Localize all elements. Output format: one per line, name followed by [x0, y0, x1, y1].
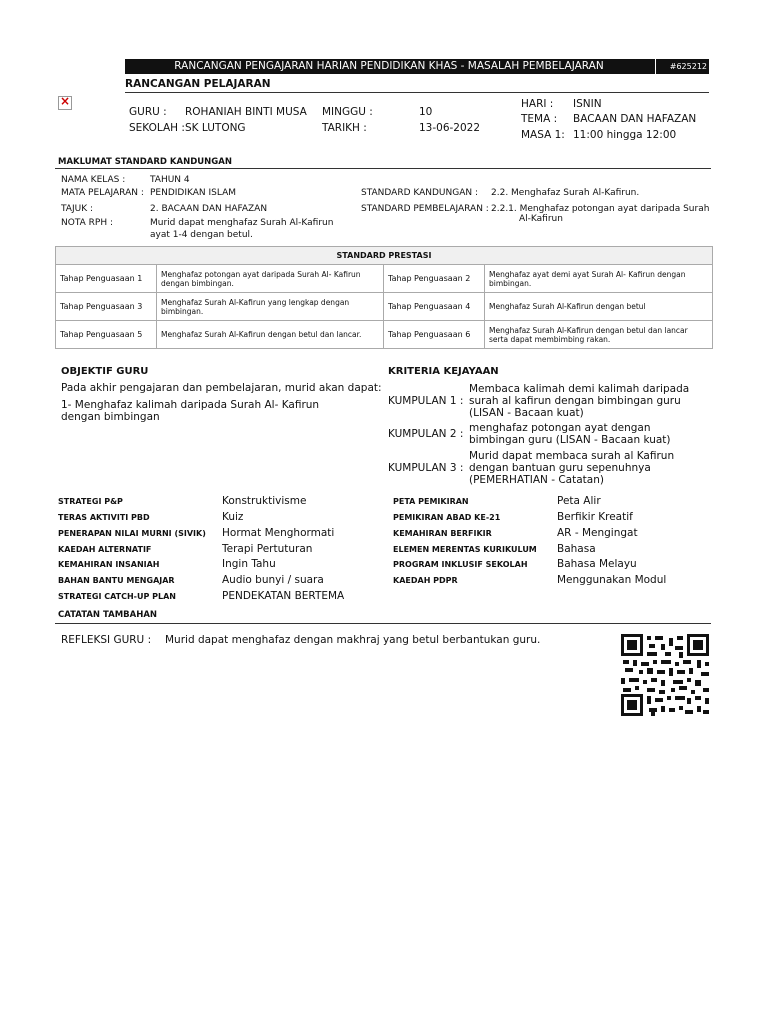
title-separator — [655, 59, 656, 74]
strategi-value: Ingin Tahu — [222, 558, 276, 570]
subtitle-rule — [125, 92, 709, 93]
strategi-label: PETA PEMIKIRAN — [393, 497, 469, 506]
tahap-description: Menghafaz potongan ayat daripada Surah Al- Kafirun dengan bimbingan. — [157, 265, 384, 293]
strategi-value: PENDEKATAN BERTEMA — [222, 590, 345, 602]
tahap-label: Tahap Penguasaan 5 — [56, 321, 157, 349]
qr-code — [621, 634, 709, 716]
masa-value: 11:00 hingga 12:00 — [573, 129, 677, 141]
tahap-description: Menghafaz Surah Al-Kafirun dengan betul dan lancar serta dapat membimbing rakan. — [485, 321, 713, 349]
document-id: #625212 — [669, 62, 707, 71]
strategi-label: BAHAN BANTU MENGAJAR — [58, 576, 175, 585]
tema-value: BACAAN DAN HAFAZAN — [573, 113, 697, 125]
kumpulan-1-value: Membaca kalimah demi kalimah daripada surah al kafirun dengan bimbingan guru (LISAN - Bacaan kuat) — [469, 383, 690, 419]
standard-prestasi-heading: STANDARD PRESTASI — [56, 247, 713, 265]
standard-pembelajaran-value-2: Al-Kafirun — [519, 214, 563, 224]
mata-pelajaran-value: PENDIDIKAN ISLAM — [150, 188, 237, 198]
objektif-heading: OBJEKTIF GURU — [61, 366, 149, 377]
strategi-label: TERAS AKTIVITI PBD — [58, 513, 150, 522]
kumpulan-3-value: Murid dapat membaca surah al Kafirun dengan bantuan guru sepenuhnya (PEMERHATIAN - Catatan) — [469, 450, 675, 486]
tarikh-label: TARIKH : — [322, 122, 367, 134]
table-row — [56, 265, 713, 293]
strategi-value: Terapi Pertuturan — [222, 543, 313, 555]
document-title: RANCANGAN PENGAJARAN HARIAN PENDIDIKAN KHAS - MASALAH PEMBELAJARAN — [174, 60, 604, 72]
section-subtitle: RANCANGAN PELAJARAN — [125, 78, 271, 90]
strategi-label: KAEDAH ALTERNATIF — [58, 545, 152, 554]
kumpulan-2-value: menghafaz potongan ayat dengan bimbingan guru (LISAN - Bacaan kuat) — [469, 422, 671, 446]
tahap-label: Tahap Penguasaan 6 — [384, 321, 485, 349]
nota-rph-value-1: Murid dapat menghafaz Surah Al-Kafirun — [150, 218, 334, 228]
guru-value: ROHANIAH BINTI MUSA — [185, 106, 307, 118]
tarikh-value: 13-06-2022 — [419, 122, 481, 134]
strategi-label: STRATEGI P&P — [58, 497, 123, 506]
broken-image-icon: × — [60, 94, 71, 108]
strategi-value: Audio bunyi / suara — [222, 574, 324, 586]
strategi-label: STRATEGI CATCH-UP PLAN — [58, 592, 176, 601]
table-row — [56, 293, 713, 321]
kriteria-heading: KRITERIA KEJAYAAN — [388, 366, 499, 377]
tahap-description: Menghafaz Surah Al-Kafirun dengan betul — [485, 293, 713, 321]
tema-label: TEMA : — [521, 113, 558, 125]
standard-rule — [55, 168, 711, 169]
mata-pelajaran-label: MATA PELAJARAN : — [61, 188, 144, 198]
tahap-description: Menghafaz ayat demi ayat Surah Al- Kafirun dengan bimbingan. — [485, 265, 713, 293]
tajuk-value: 2. BACAAN DAN HAFAZAN — [150, 204, 268, 214]
strategi-label: PROGRAM INKLUSIF SEKOLAH — [393, 560, 528, 569]
tahap-description: Menghafaz Surah Al-Kafirun dengan betul dan lancar. — [157, 321, 384, 349]
standard-prestasi-table — [55, 246, 713, 349]
strategi-value: Bahasa — [557, 543, 596, 555]
minggu-value: 10 — [419, 106, 433, 118]
tahap-label: Tahap Penguasaan 2 — [384, 265, 485, 293]
tahap-label: Tahap Penguasaan 4 — [384, 293, 485, 321]
table-row — [56, 321, 713, 349]
strategi-label: PEMIKIRAN ABAD KE-21 — [393, 513, 501, 522]
kumpulan-2-label: KUMPULAN 2 : — [388, 428, 464, 440]
hari-value: ISNIN — [573, 98, 602, 110]
strategi-value: AR - Mengingat — [557, 527, 638, 539]
strategi-label: KEMAHIRAN INSANIAH — [58, 560, 160, 569]
sekolah-value: SK LUTONG — [185, 122, 246, 134]
standard-kandungan-label: STANDARD KANDUNGAN : — [361, 188, 479, 198]
strategi-label: PENERAPAN NILAI MURNI (SIVIK) — [58, 529, 206, 538]
tahap-label: Tahap Penguasaan 1 — [56, 265, 157, 293]
strategi-label: KAEDAH PDPR — [393, 576, 458, 585]
strategi-value: Konstruktivisme — [222, 495, 307, 507]
strategi-value: Peta Alir — [557, 495, 601, 507]
catatan-heading: CATATAN TAMBAHAN — [58, 610, 158, 620]
strategi-value: Bahasa Melayu — [557, 558, 637, 570]
kumpulan-3-label: KUMPULAN 3 : — [388, 462, 464, 474]
refleksi-label: REFLEKSI GURU : — [61, 634, 152, 646]
refleksi-value: Murid dapat menghafaz dengan makhraj yang betul berbantukan guru. — [165, 634, 541, 646]
strategi-value: Menggunakan Modul — [557, 574, 667, 586]
tahap-description: Menghafaz Surah Al-Kafirun yang lengkap dengan bimbingan. — [157, 293, 384, 321]
nama-kelas-value: TAHUN 4 — [150, 175, 190, 185]
nama-kelas-label: NAMA KELAS : — [61, 175, 126, 185]
standard-pembelajaran-value-1: 2.2.1. Menghafaz potongan ayat daripada Surah — [491, 204, 710, 214]
kumpulan-1-label: KUMPULAN 1 : — [388, 395, 464, 407]
strategi-value: Hormat Menghormati — [222, 527, 335, 539]
strategi-value: Kuiz — [222, 511, 244, 523]
nota-rph-value-2: ayat 1-4 dengan betul. — [150, 230, 253, 240]
standard-heading: MAKLUMAT STANDARD KANDUNGAN — [58, 157, 232, 167]
strategi-value: Berfikir Kreatif — [557, 511, 633, 523]
minggu-label: MINGGU : — [322, 106, 373, 118]
sekolah-label: SEKOLAH : — [129, 122, 185, 134]
nota-rph-label: NOTA RPH : — [61, 218, 113, 228]
standard-pembelajaran-label: STANDARD PEMBELAJARAN : — [361, 204, 489, 214]
objektif-intro: Pada akhir pengajaran dan pembelajaran, murid akan dapat: — [61, 382, 382, 394]
tajuk-label: TAJUK : — [61, 204, 93, 214]
catatan-rule — [55, 623, 711, 624]
table-header-row — [56, 247, 713, 265]
document-title-bar — [125, 59, 709, 74]
guru-label: GURU : — [129, 106, 167, 118]
strategi-label: ELEMEN MERENTAS KURIKULUM — [393, 545, 537, 554]
tahap-label: Tahap Penguasaan 3 — [56, 293, 157, 321]
strategi-label: KEMAHIRAN BERFIKIR — [393, 529, 492, 538]
hari-label: HARI : — [521, 98, 554, 110]
standard-kandungan-value: 2.2. Menghafaz Surah Al-Kafirun. — [491, 188, 640, 198]
masa-label: MASA 1: — [521, 129, 565, 141]
objektif-item: 1- Menghafaz kalimah daripada Surah Al- Kafirun dengan bimbingan — [61, 399, 320, 423]
